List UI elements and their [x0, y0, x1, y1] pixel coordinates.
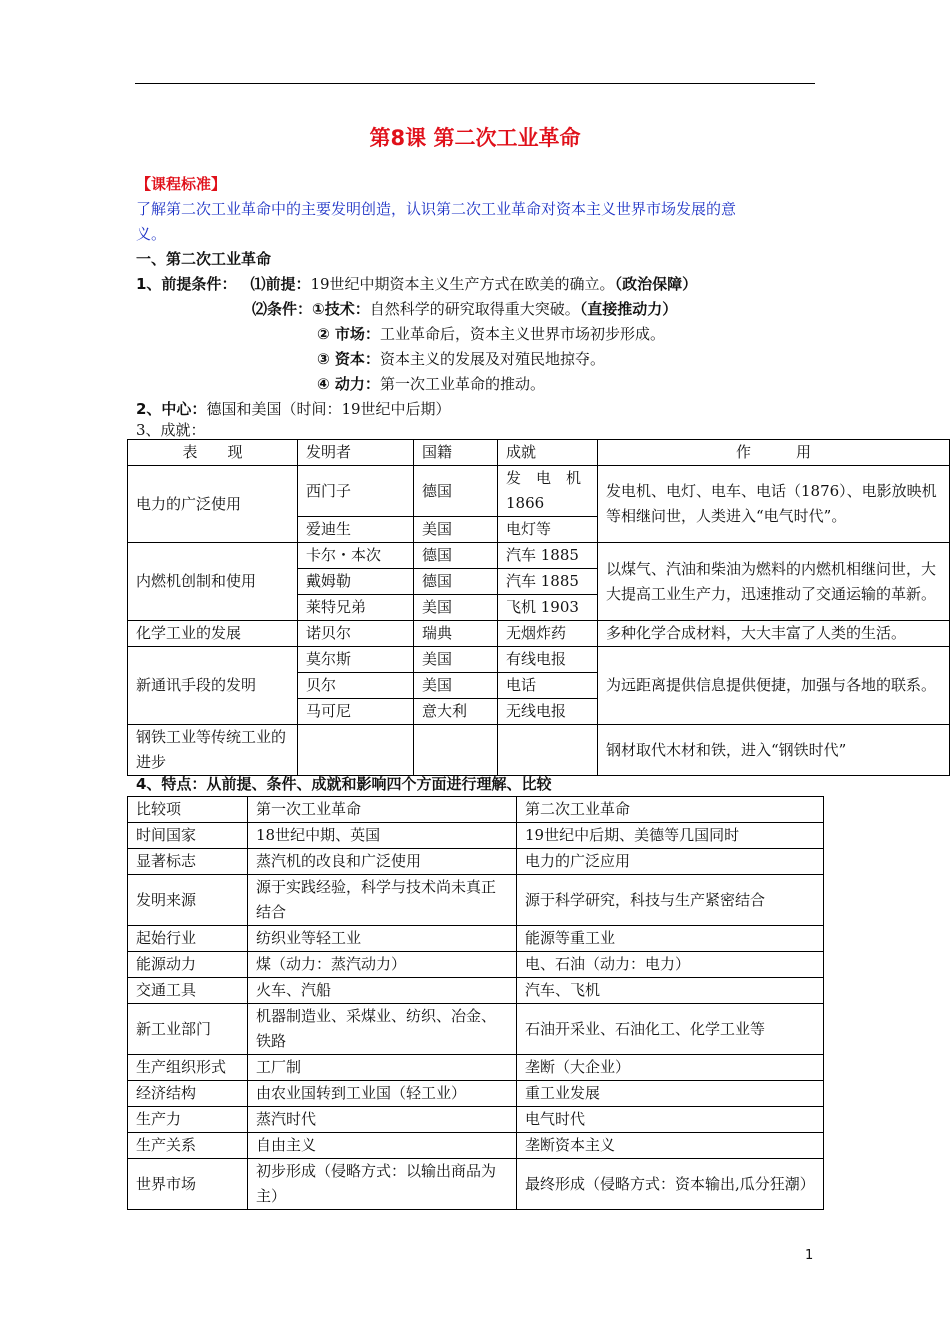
- prereq-line: [136, 272, 697, 296]
- standard-heading: 【课程标准】: [136, 175, 227, 193]
- first-revolution-cell: 机器制造业、采煤业、纺织、冶金、铁路: [248, 1004, 517, 1055]
- cond-2-label: ② 市场：: [317, 325, 380, 343]
- table-row: [128, 466, 950, 517]
- field-cell: 钢铁工业等传统工业的进步: [128, 725, 298, 776]
- inventor-cell: 戴姆勒: [298, 569, 414, 595]
- achievement-cell: 无烟炸药: [498, 621, 598, 647]
- field-cell: 化学工业的发展: [128, 621, 298, 647]
- table-row: [128, 926, 824, 952]
- table-row: [128, 1004, 824, 1055]
- compare-item-cell: 世界市场: [128, 1159, 248, 1210]
- first-revolution-cell: 初步形成（侵略方式：以输出商品为主）: [248, 1159, 517, 1210]
- table-row: [128, 1133, 824, 1159]
- standard-text-line1: 了解第二次工业革命中的主要发明创造，认识第二次工业革命对资本主义世界市场发展的意: [136, 200, 737, 218]
- header-cell: 成就: [498, 440, 598, 466]
- first-revolution-cell: 工厂制: [248, 1055, 517, 1081]
- second-revolution-cell: 19世纪中后期、美德等几国同时: [517, 823, 824, 849]
- cond-4-label: ④ 动力：: [317, 375, 380, 393]
- nation-cell: 瑞典: [414, 621, 498, 647]
- center-label: 2、中心：: [136, 400, 207, 418]
- table-row: [128, 849, 824, 875]
- achievements-table: [127, 439, 950, 776]
- first-revolution-cell: 纺织业等轻工业: [248, 926, 517, 952]
- nation-cell: 德国: [414, 543, 498, 569]
- first-revolution-cell: 源于实践经验，科学与技术尚未真正结合: [248, 875, 517, 926]
- inventor-cell: [298, 725, 414, 776]
- inventor-cell: 诺贝尔: [298, 621, 414, 647]
- compare-item-cell: 生产关系: [128, 1133, 248, 1159]
- achievements-label: 3、成就：: [136, 421, 206, 439]
- first-revolution-cell: 煤（动力：蒸汽动力）: [248, 952, 517, 978]
- second-revolution-cell: 电、石油（动力：电力）: [517, 952, 824, 978]
- inventor-cell: 莫尔斯: [298, 647, 414, 673]
- achievement-cell: 飞机 1903: [498, 595, 598, 621]
- inventor-cell: 爱迪生: [298, 517, 414, 543]
- table-row: [128, 952, 824, 978]
- cond-1-label: ①技术：: [312, 300, 370, 318]
- compare-item-cell: 显著标志: [128, 849, 248, 875]
- header-cell: 第一次工业革命: [248, 797, 517, 823]
- nation-cell: 美国: [414, 647, 498, 673]
- achievement-cell: 汽车 1885: [498, 569, 598, 595]
- field-cell: 新通讯手段的发明: [128, 647, 298, 725]
- nation-cell: 德国: [414, 466, 498, 517]
- condition-line-4: [317, 372, 545, 396]
- cond-1-note: （直接推动力）: [579, 300, 678, 318]
- page-title: 第8课 第二次工业革命: [369, 126, 581, 150]
- compare-item-cell: 能源动力: [128, 952, 248, 978]
- table-header-row: [128, 440, 950, 466]
- table-row: [128, 1159, 824, 1210]
- inventor-cell: 卡尔・本次: [298, 543, 414, 569]
- first-revolution-cell: 由农业国转到工业国（轻工业）: [248, 1081, 517, 1107]
- effect-cell: 为远距离提供信息提供便捷，加强与各地的联系。: [598, 647, 950, 725]
- table-row: [128, 543, 950, 569]
- comparison-table: [127, 796, 824, 1210]
- header-cell: 作 用: [598, 440, 950, 466]
- inventor-cell: 西门子: [298, 466, 414, 517]
- effect-cell: 以煤气、汽油和柴油为燃料的内燃机相继问世，大大提高工业生产力，迅速推动了交通运输的革新。: [598, 543, 950, 621]
- second-revolution-cell: 电气时代: [517, 1107, 824, 1133]
- features-heading: 4、特点：从前提、条件、成就和影响四个方面进行理解、比较: [136, 775, 552, 793]
- table-row: [128, 1107, 824, 1133]
- achievement-cell: 电灯等: [498, 517, 598, 543]
- achievement-cell: [498, 725, 598, 776]
- cond-4-text: 第一次工业革命的推动。: [379, 375, 545, 393]
- section-heading: 一、第二次工业革命: [136, 250, 272, 268]
- nation-cell: 意大利: [414, 699, 498, 725]
- field-cell: 电力的广泛使用: [128, 466, 298, 543]
- first-revolution-cell: 蒸汽时代: [248, 1107, 517, 1133]
- effect-cell: 发电机、电灯、电车、电话（1876）、电影放映机等相继问世，人类进入“电气时代”。: [598, 466, 950, 543]
- second-revolution-cell: 汽车、飞机: [517, 978, 824, 1004]
- compare-item-cell: 起始行业: [128, 926, 248, 952]
- table-row: [128, 647, 950, 673]
- second-revolution-cell: 垄断（大企业）: [517, 1055, 824, 1081]
- effect-cell: 钢材取代木材和铁，进入“钢铁时代”: [598, 725, 950, 776]
- page-number: 1: [805, 1248, 814, 1263]
- compare-item-cell: 时间国家: [128, 823, 248, 849]
- field-cell: 内燃机创制和使用: [128, 543, 298, 621]
- compare-item-cell: 新工业部门: [128, 1004, 248, 1055]
- center-text: 德国和美国（时间：19世纪中后期）: [206, 400, 451, 418]
- first-revolution-cell: 18世纪中期、英国: [248, 823, 517, 849]
- first-revolution-cell: 蒸汽机的改良和广泛使用: [248, 849, 517, 875]
- compare-item-cell: 发明来源: [128, 875, 248, 926]
- nation-cell: [414, 725, 498, 776]
- header-rule: [135, 83, 815, 84]
- cond-3-label: ③ 资本：: [317, 350, 380, 368]
- achievement-cell: 汽车 1885: [498, 543, 598, 569]
- second-revolution-cell: 能源等重工业: [517, 926, 824, 952]
- achievement-cell: 电话: [498, 673, 598, 699]
- compare-item-cell: 交通工具: [128, 978, 248, 1004]
- nation-cell: 德国: [414, 569, 498, 595]
- achievement-cell: 有线电报: [498, 647, 598, 673]
- second-revolution-cell: 重工业发展: [517, 1081, 824, 1107]
- nation-cell: 美国: [414, 595, 498, 621]
- condition-line-1: [252, 297, 677, 321]
- header-cell: 表 现: [128, 440, 298, 466]
- achievement-cell: 发 电 机 1866: [498, 466, 598, 517]
- compare-item-cell: 生产组织形式: [128, 1055, 248, 1081]
- inventor-cell: 莱特兄弟: [298, 595, 414, 621]
- prereq-text: 19世纪中期资本主义生产方式在欧美的确立。: [310, 275, 615, 293]
- second-revolution-cell: 源于科学研究，科技与生产紧密结合: [517, 875, 824, 926]
- standard-text-line2: 义。: [136, 225, 167, 243]
- second-revolution-cell: 最终形成（侵略方式：资本输出,瓜分狂潮）: [517, 1159, 824, 1210]
- first-revolution-cell: 火车、汽船: [248, 978, 517, 1004]
- inventor-cell: 马可尼: [298, 699, 414, 725]
- condition-line-2: [317, 322, 665, 346]
- compare-item-cell: 生产力: [128, 1107, 248, 1133]
- header-cell: 发明者: [298, 440, 414, 466]
- prereq-num: ⑴前提：: [250, 275, 311, 293]
- nation-cell: 美国: [414, 673, 498, 699]
- table-row: [128, 1055, 824, 1081]
- cond-2-text: 工业革命后，资本主义世界市场初步形成。: [379, 325, 665, 343]
- prereq-label: 1、前提条件：: [136, 275, 237, 293]
- table-row: [128, 875, 824, 926]
- header-cell: 国籍: [414, 440, 498, 466]
- cond-3-text: 资本主义的发展及对殖民地掠夺。: [379, 350, 605, 368]
- second-revolution-cell: 石油开采业、石油化工、化学工业等: [517, 1004, 824, 1055]
- condition-line-3: [317, 347, 605, 371]
- header-cell: 比较项: [128, 797, 248, 823]
- prereq-note: （政治保障）: [614, 275, 698, 293]
- cond-1-text: 自然科学的研究取得重大突破。: [369, 300, 580, 318]
- achievement-cell: 无线电报: [498, 699, 598, 725]
- cond-label: ⑵条件：: [252, 300, 313, 318]
- table-row: [128, 621, 950, 647]
- inventor-cell: 贝尔: [298, 673, 414, 699]
- second-revolution-cell: 垄断资本主义: [517, 1133, 824, 1159]
- compare-item-cell: 经济结构: [128, 1081, 248, 1107]
- nation-cell: 美国: [414, 517, 498, 543]
- effect-cell: 多种化学合成材料，大大丰富了人类的生活。: [598, 621, 950, 647]
- header-cell: 第二次工业革命: [517, 797, 824, 823]
- table-row: [128, 978, 824, 1004]
- second-revolution-cell: 电力的广泛应用: [517, 849, 824, 875]
- table-row: [128, 1081, 824, 1107]
- table-header-row: [128, 797, 824, 823]
- first-revolution-cell: 自由主义: [248, 1133, 517, 1159]
- table-row: [128, 823, 824, 849]
- table-row: [128, 725, 950, 776]
